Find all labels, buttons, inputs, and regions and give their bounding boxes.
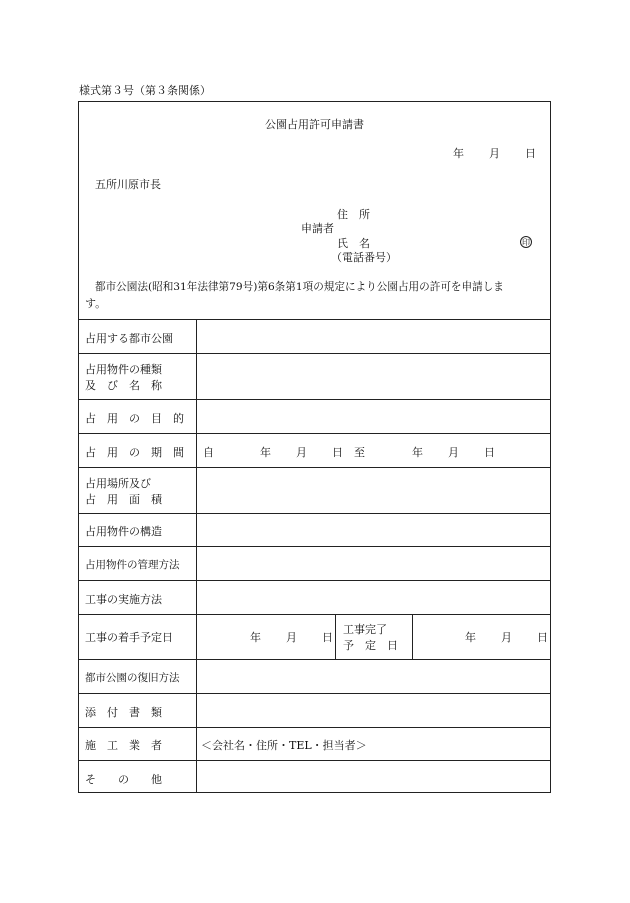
date-month: 月: [489, 147, 500, 160]
label-schedule: 工事の着手予定日: [85, 631, 173, 644]
application-form: [78, 101, 551, 793]
divider: [79, 467, 550, 468]
period-to: 至: [354, 446, 365, 459]
divider: [79, 659, 550, 660]
date-day: 日: [525, 147, 536, 160]
column-divider: [335, 614, 336, 659]
start-month: 月: [286, 631, 297, 644]
label-place-line1: 占用場所及び: [85, 477, 151, 490]
divider: [79, 433, 550, 434]
label-park: 占用する都市公園: [85, 332, 173, 345]
label-place-line2: 占 用 面 積: [85, 493, 162, 506]
statement-line-2: す。: [85, 297, 107, 310]
label-kind-line1: 占用物件の種類: [85, 363, 162, 376]
divider: [79, 319, 550, 320]
column-divider: [196, 319, 197, 793]
period-month1: 月: [296, 446, 307, 459]
period-day2: 日: [484, 446, 495, 459]
label-kind-line2: 及 び 名 称: [85, 379, 162, 392]
label-method: 工事の実施方法: [85, 593, 162, 606]
label-management: 占用物件の管理方法: [85, 559, 180, 571]
divider: [79, 614, 550, 615]
complete-year: 年: [465, 631, 476, 644]
phone-label: （電話番号）: [331, 251, 397, 264]
complete-month: 月: [501, 631, 512, 644]
divider: [79, 760, 550, 761]
label-contractor: 施 工 業 者: [85, 739, 162, 752]
period-year2: 年: [412, 446, 423, 459]
column-divider: [412, 614, 413, 659]
statement-line-1: 都市公園法(昭和31年法律第79号)第6条第1項の規定により公園占用の許可を申請しま: [95, 281, 504, 293]
label-purpose: 占 用 の 目 的: [85, 412, 184, 425]
label-period: 占 用 の 期 間: [85, 446, 184, 459]
date-year: 年: [453, 147, 464, 160]
period-month2: 月: [448, 446, 459, 459]
applicant-label: 申請者: [301, 222, 334, 235]
complete-label-line1: 工事完了: [343, 623, 387, 636]
label-other: そ の 他: [85, 773, 162, 786]
divider: [79, 399, 550, 400]
form-title: 公園占用許可申請書: [265, 118, 364, 131]
contractor-placeholder: ＜会社名・住所・TEL・担当者＞: [201, 739, 367, 752]
addressee: 五所川原市長: [95, 178, 161, 191]
seal-mark: 印: [522, 238, 530, 247]
label-restore: 都市公園の復旧方法: [85, 672, 180, 684]
complete-day: 日: [537, 631, 548, 644]
divider: [79, 546, 550, 547]
form-number-label: 様式第３号（第３条関係）: [79, 84, 211, 97]
divider: [79, 353, 550, 354]
divider: [79, 727, 550, 728]
period-from: 自: [203, 446, 214, 459]
label-structure: 占用物件の構造: [85, 525, 162, 538]
address-label: 住 所: [337, 208, 370, 221]
name-label: 氏 名: [337, 237, 370, 250]
divider: [79, 693, 550, 694]
label-attachments: 添 付 書 類: [85, 706, 162, 719]
divider: [79, 513, 550, 514]
period-day1: 日: [332, 446, 343, 459]
start-year: 年: [250, 631, 261, 644]
period-year1: 年: [260, 446, 271, 459]
divider: [79, 580, 550, 581]
start-day: 日: [322, 631, 333, 644]
complete-label-line2: 予 定 日: [343, 639, 398, 652]
